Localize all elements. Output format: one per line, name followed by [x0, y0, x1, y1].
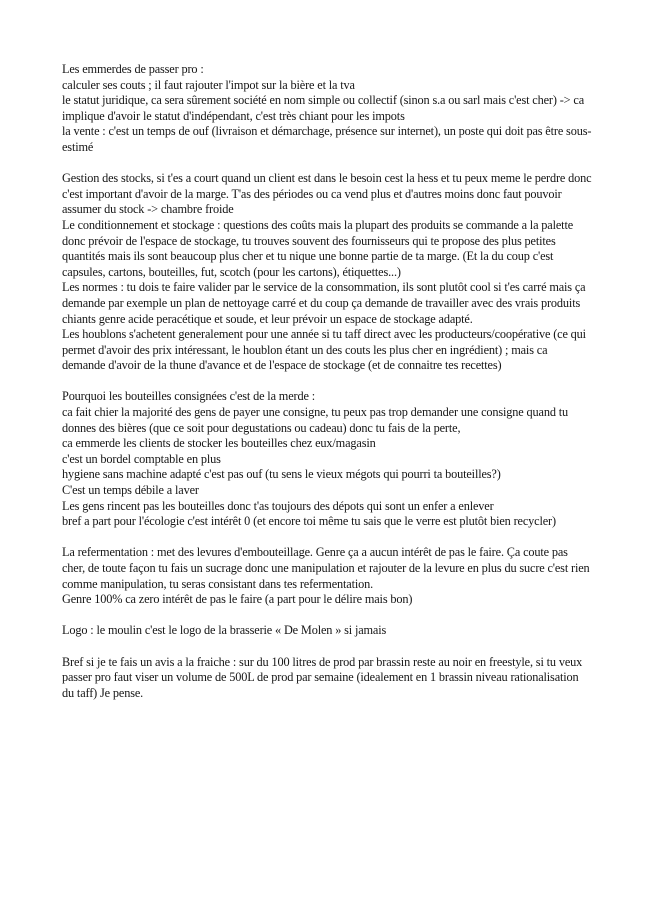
paragraph-bouteilles: [62, 389, 592, 529]
text-line: bref a part pour l'écologie c'est intérêt 0 (et encore toi même tu sais que le verre est plutôt bien recycler): [62, 514, 556, 529]
text-line: Logo : le moulin c'est le logo de la brasserie « De Molen » si jamais: [62, 623, 387, 638]
text-line: ca fait chier la majorité des gens de payer une consigne, tu peux pas trop demander une consigne quand tu donnes des bières (que ce soit pour degustations ou cadeau) donc tu fais de la perte,: [62, 405, 569, 435]
text-line: hygiene sans machine adapté c'est pas ouf (tu sens le vieux mégots qui pourri ta bouteilles?): [62, 467, 501, 482]
text-line: La refermentation : met des levures d'embouteillage. Genre ça a aucun intérêt de pas le faire. Ça coute pas cher, de toute façon tu fais un sucrage donc une manipulation et rajouter de la levure en plus du sucre c'est rien comme manipulation, tu seras consistant dans tes refermentation.: [62, 545, 590, 591]
text-line: Les houblons s'achetent generalement pour une année si tu taff direct avec les producteurs/coopérative (ce qui permet d'avoir des prix intéressant, le houblon étant un des couts les plus cher en ingrédient) ; mais ca demande d'avoir de la thune d'avance et de l'espace de stockage (et de connaitre tes recettes): [62, 327, 586, 373]
text-line: Bref si je te fais un avis a la fraiche : sur du 100 litres de prod par brassin reste au noir en freestyle, si tu veux passer pro faut viser un volume de 500L de prod par semaine (idealement en 1 brassin niveau rationalisation du taff) Je pense.: [62, 654, 583, 700]
document-page: [62, 62, 592, 701]
paragraph-conclusion: [62, 655, 592, 702]
paragraph-logo: [62, 623, 592, 639]
paragraph-spacer: [62, 374, 592, 390]
text-line: Genre 100% ca zero intérêt de pas le faire (a part pour le délire mais bon): [62, 592, 413, 607]
text-line: Gestion des stocks, si t'es a court quand un client est dans le besoin cest la hess et tu peux meme le perdre donc c'est important d'avoir de la marge. T'as des périodes ou ca vend plus et d'autres moins donc faut pouvoir assumer du stock -> chambre froide: [62, 171, 592, 217]
paragraph-spacer: [62, 156, 592, 172]
text-line: C'est un temps débile a laver: [62, 483, 199, 498]
text-line: Le conditionnement et stockage : questions des coûts mais la plupart des produits se commande a la palette donc prévoir de l'espace de stockage, tu trouves souvent des fournisseurs qui te propose des plus petites quantités mais ils sont beaucoup plus cher et tu nique une bonne partie de ta marge. (Et la du coup c'est capsules, cartons, bouteilles, fut, scotch (pour les cartons), étiquettes...): [62, 217, 574, 279]
text-line: ca emmerde les clients de stocker les bouteilles chez eux/magasin: [62, 436, 376, 451]
text-line: Les normes : tu dois te faire valider par le service de la consommation, ils sont plutôt cool si t'es carré mais ça demande par exemple un plan de nettoyage carré et du coup ça demande de travailler avec des vrais produits chiants genre acide peracétique et soude, et leur prévoir un espace de stockage adapté.: [62, 280, 586, 326]
paragraph-stocks: [62, 171, 592, 374]
text-line: la vente : c'est un temps de ouf (livraison et démarchage, présence sur internet), un poste qui doit pas être sous-estimé: [62, 124, 592, 154]
paragraph-passer-pro: [62, 62, 592, 156]
paragraph-spacer: [62, 639, 592, 655]
paragraph-heading: Les emmerdes de passer pro :: [62, 62, 204, 76]
paragraph-refermentation: [62, 545, 592, 607]
paragraph-spacer: [62, 530, 592, 546]
text-line: Les gens rincent pas les bouteilles donc t'as toujours des dépots qui sont un enfer a enlever: [62, 498, 494, 513]
text-line: c'est un bordel comptable en plus: [62, 451, 221, 466]
paragraph-heading: Pourquoi les bouteilles consignées c'est de la merde :: [62, 389, 315, 404]
text-line: calculer ses couts ; il faut rajouter l'impot sur la bière et la tva: [62, 77, 355, 92]
text-line: le statut juridique, ca sera sûrement société en nom simple ou collectif (sinon s.a ou sarl mais c'est cher) -> ca implique d'avoir le statut d'indépendant, c'est très chiant pour les impots: [62, 93, 585, 123]
paragraph-spacer: [62, 608, 592, 624]
